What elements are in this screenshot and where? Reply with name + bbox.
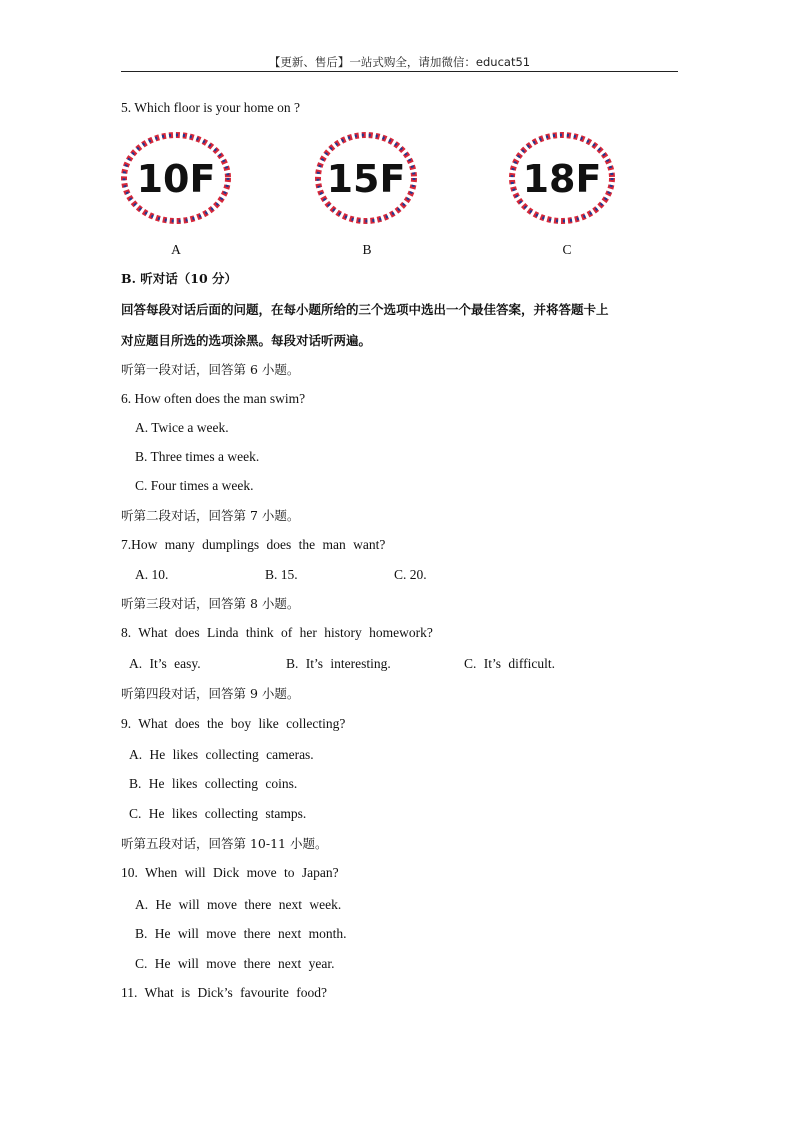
q6-option-c: C. Four times a week. xyxy=(135,478,254,493)
question-8: 8. What does Linda think of her history homework? xyxy=(121,625,433,640)
question-7: 7.How many dumplings does the man want? xyxy=(121,537,386,552)
question-11: 11. What is Dick’s favourite food? xyxy=(121,985,327,1000)
floor-sign-18f xyxy=(507,132,617,224)
option-label-c: C xyxy=(562,242,572,257)
section-b-title: B. 听对话（10 分） xyxy=(121,271,238,286)
floor-sign-10f xyxy=(121,132,231,224)
dialogue-5-label: 听第五段对话，回答第 10-11 小题。 xyxy=(121,836,328,851)
question-5: 5. Which floor is your home on ? xyxy=(121,100,300,115)
page-header: 【更新、售后】一站式购全，请加微信：educat51 xyxy=(268,55,531,69)
q7-option-c: C. 20. xyxy=(394,567,427,582)
q10-option-a: A. He will move there next week. xyxy=(135,897,342,912)
sign-text-10f: 10F xyxy=(136,157,216,201)
section-b-instruction-1: 回答每段对话后面的问题，在每小题所给的三个选项中选出一个最佳答案，并将答题卡上 xyxy=(121,302,609,317)
q7-option-a: A. 10. xyxy=(135,567,169,582)
option-label-b: B xyxy=(362,242,372,257)
q10-option-b: B. He will move there next month. xyxy=(135,926,347,941)
sign-text-18f: 18F xyxy=(522,157,602,201)
floor-sign-15f xyxy=(311,132,421,224)
dialogue-1-label: 听第一段对话，回答第 6 小题。 xyxy=(121,362,300,377)
q6-option-b: B. Three times a week. xyxy=(135,449,260,464)
q6-option-a: A. Twice a week. xyxy=(135,420,229,435)
q8-option-a: A. It’s easy. xyxy=(129,656,201,671)
dialogue-4-label: 听第四段对话，回答第 9 小题。 xyxy=(121,686,300,701)
question-6: 6. How often does the man swim? xyxy=(121,391,306,406)
header-rule xyxy=(121,71,678,72)
q7-option-b: B. 15. xyxy=(265,567,298,582)
q9-option-a: A. He likes collecting cameras. xyxy=(129,747,314,762)
section-b-instruction-2: 对应题目所选的选项涂黑。每段对话听两遍。 xyxy=(121,333,372,348)
q8-option-c: C. It’s difficult. xyxy=(464,656,555,671)
q8-option-b: B. It’s interesting. xyxy=(286,656,391,671)
q10-option-c: C. He will move there next year. xyxy=(135,956,335,971)
q9-option-c: C. He likes collecting stamps. xyxy=(129,806,307,821)
q9-option-b: B. He likes collecting coins. xyxy=(129,776,298,791)
dialogue-2-label: 听第二段对话，回答第 7 小题。 xyxy=(121,508,300,523)
option-label-a: A xyxy=(171,242,181,257)
question-9: 9. What does the boy like collecting? xyxy=(121,716,346,731)
question-10: 10. When will Dick move to Japan? xyxy=(121,865,339,880)
sign-text-15f: 15F xyxy=(326,157,406,201)
dialogue-3-label: 听第三段对话，回答第 8 小题。 xyxy=(121,596,300,611)
